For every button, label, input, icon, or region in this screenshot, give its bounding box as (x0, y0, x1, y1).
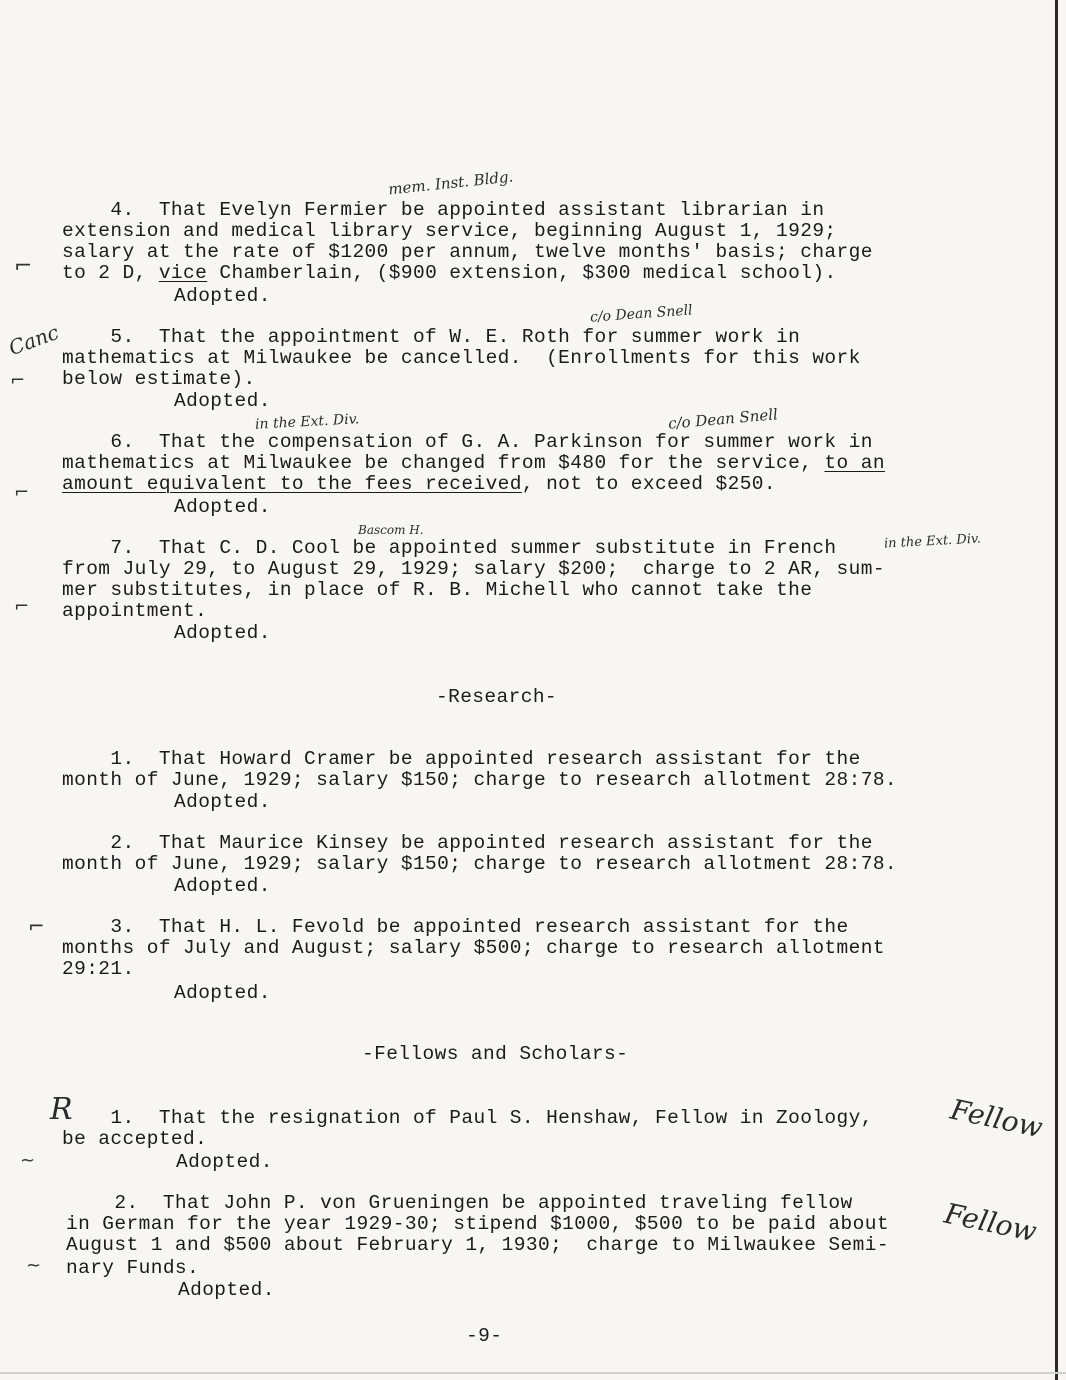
item-4-line-4: to 2 D, vice Chamberlain, ($900 extension, $300 medical school). (62, 262, 837, 284)
annotation-mem-inst: mem. Inst. Bldg. (387, 167, 515, 199)
margin-check-mark-icon: ~ (26, 1255, 42, 1276)
annotation-dean-snell-1: c/o Dean Snell (589, 302, 694, 326)
item-4-adopted: Adopted. (174, 285, 271, 307)
research-1-adopted: Adopted. (174, 791, 271, 813)
annotation-canc: Canc (5, 319, 62, 361)
item-7-line-3: mer substitutes, in place of R. B. Michell who cannot take the (62, 579, 813, 601)
fellows-2-line-1: 2. That John P. von Grueningen be appointed traveling fellow (66, 1192, 853, 1214)
item-7-adopted: Adopted. (174, 622, 271, 644)
fellows-heading: -Fellows and Scholars- (362, 1043, 629, 1065)
research-3-line-2: months of July and August; salary $500; charge to research allotment (62, 937, 885, 959)
item-6-line-2: mathematics at Milwaukee be changed from $480 for the service, to an (62, 452, 885, 474)
annotation-ext-div-1: in the Ext. Div. (254, 411, 360, 433)
fellows-2-line-2: in German for the year 1929-30; stipend $1000, $500 to be paid about (66, 1213, 889, 1235)
annotation-bascom: Bascom H. (358, 523, 424, 537)
item-6-line-3: amount equivalent to the fees received, not to exceed $250. (62, 473, 777, 495)
research-2-line-1: 2. That Maurice Kinsey be appointed research assistant for the (62, 832, 873, 854)
fellows-1-line-2: be accepted. (62, 1128, 208, 1150)
item-7-line-1: 7. That C. D. Cool be appointed summer substitute in French (62, 537, 837, 559)
margin-check-mark-icon: ⌐ (14, 482, 30, 503)
item-5-line-2: mathematics at Milwaukee be cancelled. (Enrollments for this work (62, 347, 861, 369)
item-7-line-2: from July 29, to August 29, 1929; salary $200; charge to 2 AR, sum- (62, 558, 885, 580)
item-5-line-1: 5. That the appointment of W. E. Roth for summer work in (62, 326, 801, 348)
research-3-adopted: Adopted. (174, 982, 271, 1004)
item-4-line-3: salary at the rate of $1200 per annum, twelve months' basis; charge (62, 241, 873, 263)
annotation-dean-snell-2: c/o Dean Snell (667, 405, 779, 433)
margin-check-mark-icon: ⌐ (28, 914, 45, 938)
research-1-line-1: 1. That Howard Cramer be appointed research assistant for the (62, 748, 861, 770)
item-4-line-2: extension and medical library service, beginning August 1, 1929; (62, 220, 837, 242)
annotation-fellow-2: Fellow (941, 1196, 1040, 1249)
item-5-line-3: below estimate). (62, 368, 256, 390)
annotation-fellow-1: Fellow (947, 1092, 1046, 1145)
margin-check-mark-icon: ~ (20, 1150, 36, 1171)
fellows-1-adopted: Adopted. (176, 1151, 273, 1173)
item-4-line-1: 4. That Evelyn Fermier be appointed assistant librarian in (62, 199, 825, 221)
page-bottom-edge (0, 1372, 1066, 1374)
item-6-adopted: Adopted. (174, 496, 271, 518)
fellows-2-line-3: August 1 and $500 about February 1, 1930; charge to Milwaukee Semi- (66, 1234, 889, 1256)
item-7-line-4: appointment. (62, 600, 208, 622)
fellows-2-adopted: Adopted. (178, 1279, 275, 1301)
margin-check-mark-icon: ⌐ (10, 370, 26, 391)
annotation-resign: R (50, 1092, 73, 1127)
research-3-line-1: 3. That H. L. Fevold be appointed research assistant for the (62, 916, 849, 938)
margin-check-mark-icon: ⌐ (14, 254, 33, 279)
fellows-2-line-4: nary Funds. (66, 1257, 200, 1279)
margin-check-mark-icon: ⌐ (14, 596, 30, 617)
research-2-line-2: month of June, 1929; salary $150; charge to research allotment 28:78. (62, 853, 898, 875)
item-6-line-1: 6. That the compensation of G. A. Parkinson for summer work in (62, 431, 873, 453)
page-number: -9- (466, 1325, 503, 1347)
annotation-ext-div-2: in the Ext. Div. (883, 531, 982, 552)
item-5-adopted: Adopted. (174, 390, 271, 412)
research-3-line-3: 29:21. (62, 958, 135, 980)
research-2-adopted: Adopted. (174, 875, 271, 897)
page-edge-shadow (1055, 0, 1058, 1380)
fellows-1-line-1: 1. That the resignation of Paul S. Henshaw, Fellow in Zoology, (62, 1107, 873, 1129)
research-heading: -Research- (436, 686, 558, 708)
research-1-line-2: month of June, 1929; salary $150; charge to research allotment 28:78. (62, 769, 898, 791)
